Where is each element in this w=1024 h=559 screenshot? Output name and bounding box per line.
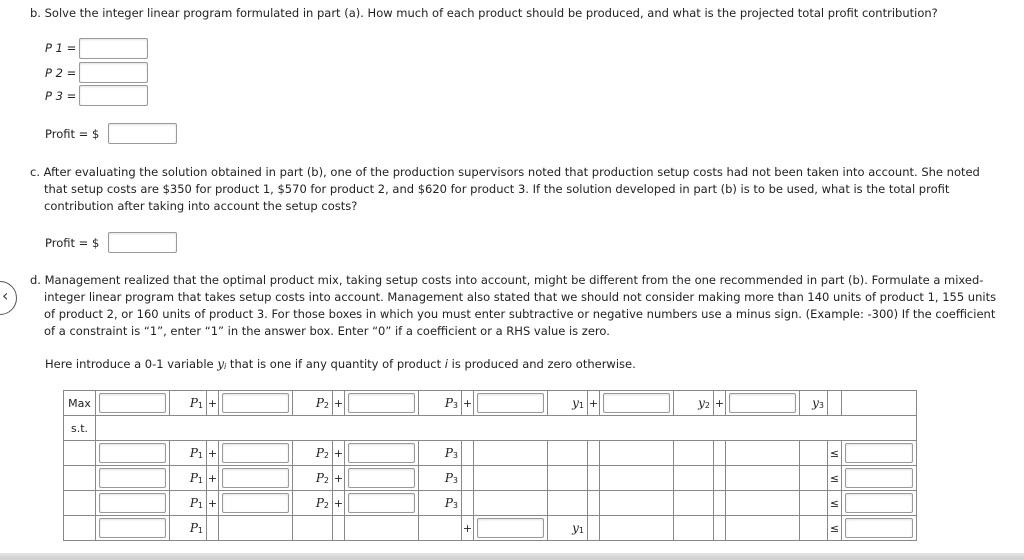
part-d-line-1: d. Management realized that the optimal product mix, taking setup costs into account, might be different from the one recommended in part (b). Formulate a mixed- — [30, 273, 984, 287]
c3-coef-p1-input[interactable] — [99, 493, 166, 513]
leq-sign: ≤ — [828, 466, 842, 491]
part-d-line-2: integer linear program that takes setup costs into account. Management also stated that we should not consider making more than 140 units of product 1, 155 units — [44, 290, 997, 304]
st-label: s.t. — [64, 416, 96, 441]
plus-sign: + — [333, 441, 345, 466]
c3-rhs-input[interactable] — [845, 493, 913, 513]
constraint-row-1: $P_1$ + $P_2$ + $P_3$ ≤ — [64, 441, 917, 466]
st-row — [64, 416, 917, 441]
chevron-left-icon: ‹ — [2, 286, 9, 305]
max-label: Max — [64, 391, 96, 416]
plus-sign: + — [333, 391, 345, 416]
leq-sign: ≤ — [828, 516, 842, 541]
plus-sign: + — [588, 391, 600, 416]
c1-coef-p3-input[interactable] — [348, 443, 415, 463]
part-d-intro: Here introduce a 0-1 variable $y_i$ that is one if any quantity of product i is produced and zero otherwise. — [45, 357, 636, 371]
profit-c-label: Profit = $ — [45, 236, 100, 250]
leq-sign: ≤ — [828, 441, 842, 466]
plus-sign: + — [462, 391, 474, 416]
c3-coef-p2-input[interactable] — [222, 493, 289, 513]
constraint-row-4: $P_1$ + $y_1$ ≤ — [64, 516, 917, 541]
profit-b-label: Profit = $ — [45, 127, 100, 141]
profit-b-input[interactable] — [108, 123, 177, 144]
part-c-line-2: that setup costs are $350 for product 1, $570 for product 2, and $620 for product 3. If the solution developed in part (b) is to be used, what is the total profit — [44, 182, 950, 196]
lp-formulation-table — [63, 390, 917, 541]
obj-coef-p3-input[interactable] — [348, 393, 415, 413]
plus-sign: + — [462, 516, 474, 541]
obj-coef-p1-input[interactable] — [99, 393, 166, 413]
c2-coef-p1-input[interactable] — [99, 468, 166, 488]
plus-sign: + — [207, 466, 219, 491]
plus-sign: + — [207, 491, 219, 516]
c4-coef-y1-input[interactable] — [477, 518, 544, 538]
c2-rhs-input[interactable] — [845, 468, 913, 488]
p2-label: P 2 = — [45, 66, 77, 80]
c1-rhs-input[interactable] — [845, 443, 913, 463]
constraint-row-2: $P_1$ + $P_2$ + $P_3$ ≤ — [64, 466, 917, 491]
plus-sign: + — [207, 391, 219, 416]
page-scroll-edge — [0, 553, 1024, 559]
plus-sign: + — [333, 466, 345, 491]
part-c-line-1: c. After evaluating the solution obtained in part (b), one of the production supervisors noted that production setup costs had not been taken into account. She noted — [30, 165, 980, 179]
p1-label: P 1 = — [45, 41, 77, 55]
p3-label: P 3 = — [45, 89, 77, 103]
part-d-line-3: of product 2, or 160 units of product 3. For those boxes in which you must enter subtractive or negative numbers use a minus sign. (Example: -300) If the coefficient — [44, 307, 996, 321]
profit-c-input[interactable] — [108, 232, 177, 253]
c2-coef-p3-input[interactable] — [348, 468, 415, 488]
c1-coef-p2-input[interactable] — [222, 443, 289, 463]
part-b-question: b. Solve the integer linear program formulated in part (a). How much of each product should be produced, and what is the projected total profit contribution? — [30, 6, 938, 20]
leq-sign: ≤ — [828, 491, 842, 516]
part-c-line-3: contribution after taking into account the setup costs? — [44, 199, 358, 213]
constraint-row-3: $P_1$ + $P_2$ + $P_3$ ≤ — [64, 491, 917, 516]
c4-rhs-input[interactable] — [845, 518, 913, 538]
c3-coef-p3-input[interactable] — [348, 493, 415, 513]
objective-row: Max $P_1$ + $P_2$ + $P_3$ + $y_1$ + $y_2$ + $y_3$ — [64, 391, 917, 416]
c2-coef-p2-input[interactable] — [222, 468, 289, 488]
c4-coef-p1-input[interactable] — [99, 518, 166, 538]
part-d-line-4: of a constraint is “1”, enter “1” in the answer box. Enter “0” if a coefficient or a RHS value is zero. — [44, 324, 610, 338]
plus-sign: + — [714, 391, 726, 416]
obj-coef-p2-input[interactable] — [222, 393, 289, 413]
p3-input[interactable] — [79, 85, 148, 106]
obj-coef-y3-input[interactable] — [729, 393, 796, 413]
obj-coef-y2-input[interactable] — [603, 393, 670, 413]
p2-input[interactable] — [79, 62, 148, 83]
plus-sign: + — [207, 441, 219, 466]
c1-coef-p1-input[interactable] — [99, 443, 166, 463]
obj-coef-y1-input[interactable] — [477, 393, 544, 413]
p1-input[interactable] — [79, 38, 148, 59]
plus-sign: + — [333, 491, 345, 516]
